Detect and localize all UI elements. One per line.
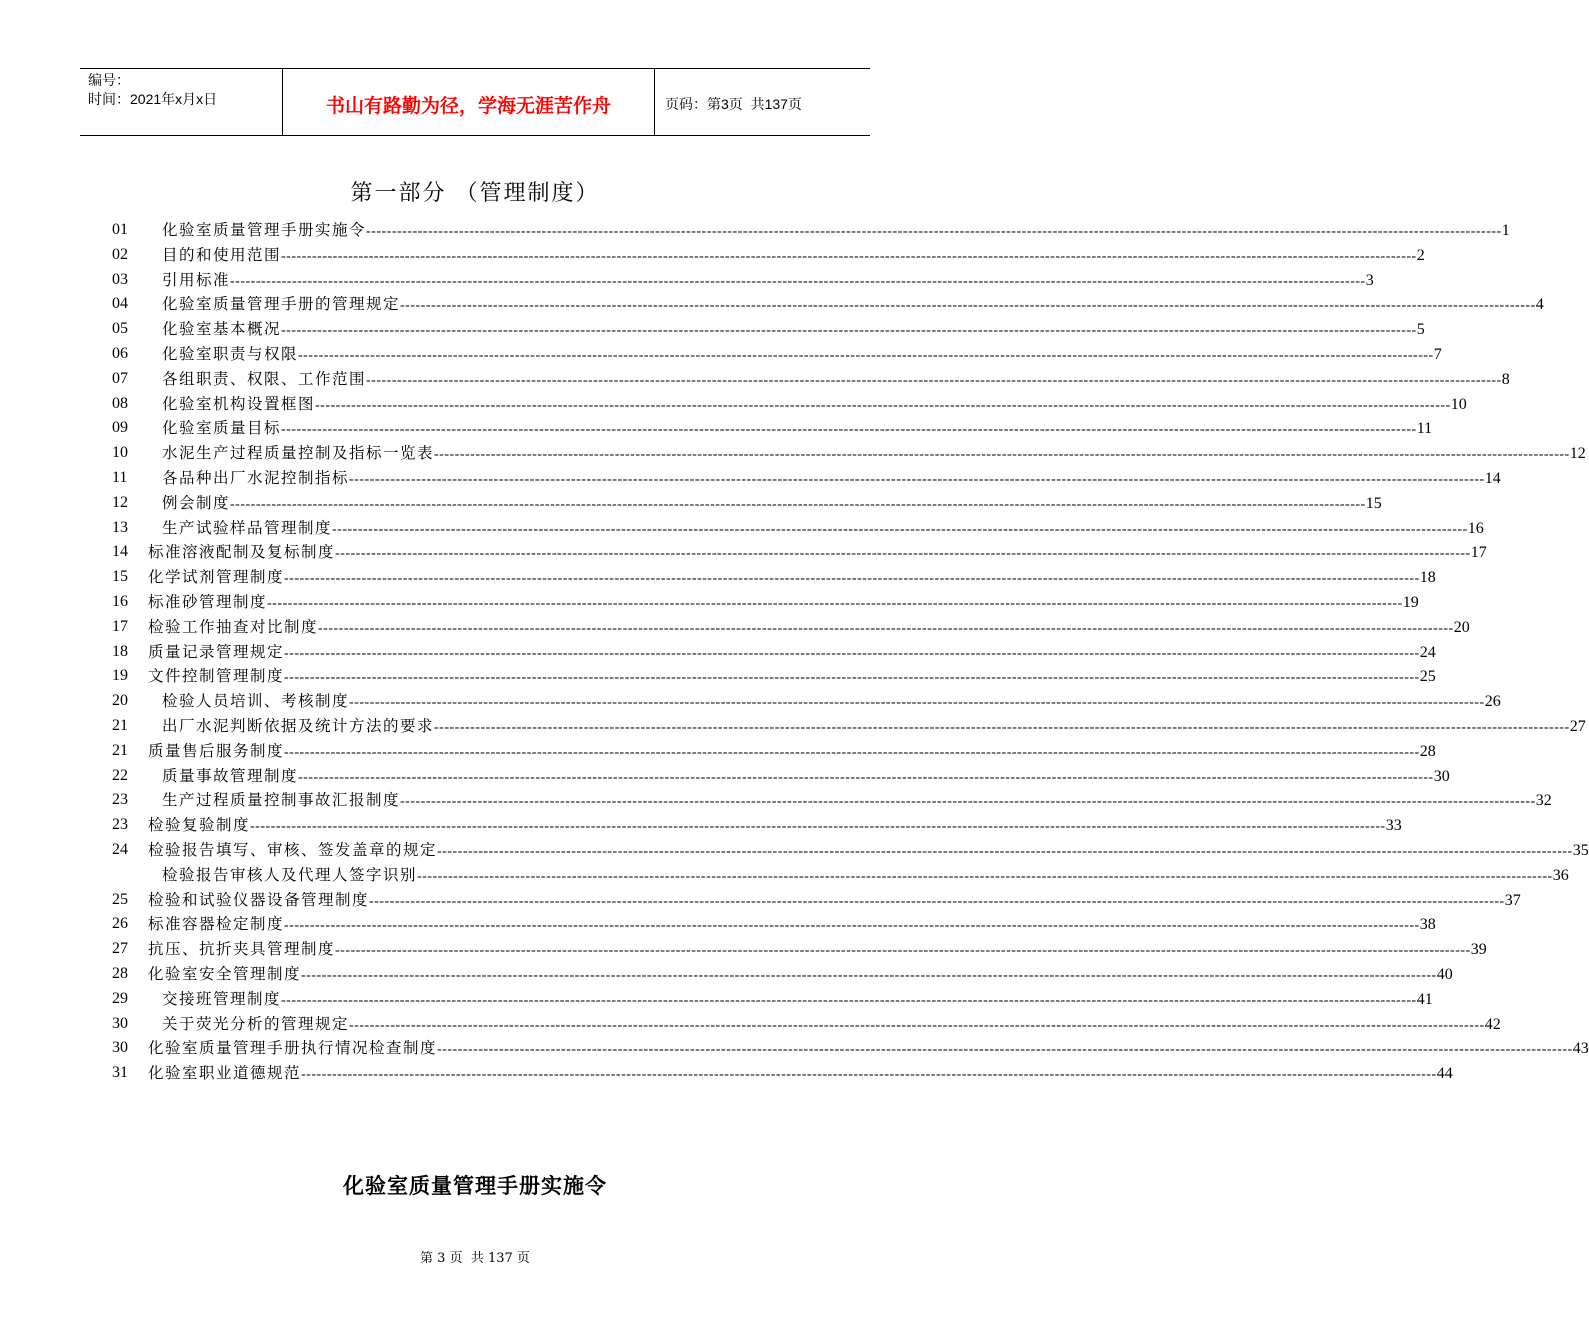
toc-entry-number: 23 — [112, 816, 128, 834]
toc-entry-title: 化验室质量目标 — [162, 419, 282, 438]
toc-leader-dashes: ---------------------------------------------------------------------------------------------------------------------------------------------------------------------------------------------------------------------------- — [437, 843, 1573, 859]
toc-entry-body — [162, 268, 1374, 295]
toc-entry-page: 39 — [1470, 941, 1487, 959]
toc-entry-page: 40 — [1436, 965, 1453, 983]
toc-leader-dashes: ---------------------------------------------------------------------------------------------------------------------------------------------------------------------------------------------------------------------------- — [284, 744, 1420, 760]
toc-leader-dashes: ---------------------------------------------------------------------------------------------------------------------------------------------------------------------------------------------------------------------------- — [284, 571, 1420, 587]
toc-entry-number: 26 — [112, 915, 128, 933]
toc-entry-title: 标准砂管理制度 — [148, 592, 268, 611]
toc-entry-title: 检验和试验仪器设备管理制度 — [148, 890, 370, 909]
header-page-info: 页码：第3页 共137页 — [665, 96, 802, 112]
toc-entry[interactable] — [112, 243, 1425, 268]
toc-entry-title: 引用标准 — [162, 270, 231, 289]
toc-entry-body — [148, 540, 1487, 567]
table-of-contents — [112, 218, 1589, 1086]
toc-entry-body — [148, 590, 1419, 617]
page-footer — [0, 1247, 950, 1266]
toc-entry[interactable] — [112, 813, 1402, 838]
toc-leader-dashes: ---------------------------------------------------------------------------------------------------------------------------------------------------------------------------------------------------------------------------- — [298, 769, 1434, 785]
toc-leader-dashes: ---------------------------------------------------------------------------------------------------------------------------------------------------------------------------------------------------------------------------- — [335, 546, 1471, 562]
footer-page-number: 第 3 页 共 137 页 — [420, 1251, 530, 1266]
toc-entry-page: 18 — [1419, 569, 1436, 587]
toc-entry[interactable] — [112, 516, 1484, 541]
toc-entry-title: 例会制度 — [162, 493, 231, 512]
toc-entry-number: 14 — [112, 543, 128, 561]
toc-entry-title: 化验室质量管理手册执行情况检查制度 — [148, 1039, 438, 1058]
toc-entry-title: 检验报告审核人及代理人签字识别 — [162, 865, 418, 884]
toc-leader-dashes: ---------------------------------------------------------------------------------------------------------------------------------------------------------------------------------------------------------------------------- — [400, 298, 1536, 314]
toc-entry-body — [162, 367, 1510, 394]
toc-entry-body — [148, 1036, 1589, 1063]
toc-leader-dashes: ---------------------------------------------------------------------------------------------------------------------------------------------------------------------------------------------------------------------------- — [434, 447, 1570, 463]
toc-entry-body — [162, 516, 1484, 543]
toc-entry[interactable] — [112, 912, 1436, 937]
header-motto: 书山有路勤为径，学海无涯苦作舟 — [283, 69, 655, 135]
toc-entry-title: 质量事故管理制度 — [162, 766, 299, 785]
toc-entry[interactable] — [112, 342, 1442, 367]
toc-entry-body — [162, 863, 1569, 890]
toc-entry-page: 19 — [1402, 593, 1419, 611]
toc-entry-page: 20 — [1453, 618, 1470, 636]
toc-entry-page: 30 — [1433, 767, 1450, 785]
toc-entry[interactable] — [112, 615, 1470, 640]
toc-entry-number: 31 — [112, 1064, 128, 1082]
toc-leader-dashes: ---------------------------------------------------------------------------------------------------------------------------------------------------------------------------------------------------------------------------- — [284, 670, 1420, 686]
toc-entry[interactable] — [112, 590, 1419, 615]
toc-entry-page: 44 — [1436, 1065, 1453, 1083]
toc-entry-page: 32 — [1535, 792, 1552, 810]
toc-entry[interactable] — [112, 1061, 1453, 1086]
toc-entry-body — [148, 664, 1436, 691]
toc-entry-body — [148, 937, 1487, 964]
toc-entry-page: 41 — [1416, 990, 1433, 1008]
toc-entry-body — [148, 813, 1402, 840]
document-time-label: 时间：2021年x月x日 — [88, 91, 218, 107]
toc-leader-dashes: ---------------------------------------------------------------------------------------------------------------------------------------------------------------------------------------------------------------------------- — [281, 323, 1417, 339]
toc-entry-body — [162, 292, 1544, 319]
toc-entry-page: 12 — [1569, 445, 1586, 463]
toc-entry-number: 30 — [112, 1014, 128, 1032]
toc-entry-page: 24 — [1419, 643, 1436, 661]
toc-entry-page: 2 — [1416, 246, 1425, 264]
toc-entry-title: 标准溶液配制及复标制度 — [148, 543, 336, 562]
toc-entry-body — [162, 416, 1433, 443]
toc-entry-body — [148, 640, 1436, 667]
toc-entry[interactable] — [112, 888, 1521, 913]
toc-leader-dashes: ---------------------------------------------------------------------------------------------------------------------------------------------------------------------------------------------------------------------------- — [437, 1042, 1573, 1058]
toc-entry-body — [148, 838, 1589, 865]
toc-entry-number: 06 — [112, 344, 128, 362]
toc-leader-dashes: ---------------------------------------------------------------------------------------------------------------------------------------------------------------------------------------------------------------------------- — [366, 224, 1502, 239]
toc-leader-dashes: ---------------------------------------------------------------------------------------------------------------------------------------------------------------------------------------------------------------------------- — [400, 794, 1536, 810]
toc-entry[interactable] — [112, 863, 1569, 888]
toc-leader-dashes: ---------------------------------------------------------------------------------------------------------------------------------------------------------------------------------------------------------------------------- — [281, 248, 1417, 264]
toc-leader-dashes: ---------------------------------------------------------------------------------------------------------------------------------------------------------------------------------------------------------------------------- — [230, 496, 1366, 512]
toc-entry-title: 化验室质量管理手册的管理规定 — [162, 295, 401, 314]
toc-entry-body — [162, 491, 1382, 518]
toc-entry-title: 标准容器检定制度 — [148, 915, 285, 934]
toc-entry-title: 检验工作抽查对比制度 — [148, 617, 319, 636]
toc-entry-number: 20 — [112, 692, 128, 710]
toc-entry[interactable] — [112, 1036, 1589, 1061]
toc-entry-title: 化学试剂管理制度 — [148, 568, 285, 587]
toc-entry-number: 08 — [112, 394, 128, 412]
toc-entry-body — [148, 565, 1436, 592]
toc-entry-body — [162, 317, 1425, 344]
toc-entry-number: 03 — [112, 270, 128, 288]
toc-entry-page: 38 — [1419, 916, 1436, 934]
toc-leader-dashes: ---------------------------------------------------------------------------------------------------------------------------------------------------------------------------------------------------------------------------- — [281, 422, 1417, 438]
toc-entry-number: 10 — [112, 444, 128, 462]
toc-entry-number: 13 — [112, 518, 128, 536]
toc-entry-number: 21 — [112, 741, 128, 759]
toc-leader-dashes: ---------------------------------------------------------------------------------------------------------------------------------------------------------------------------------------------------------------------------- — [315, 397, 1451, 413]
section-title: 化验室质量管理手册实施令 — [343, 1174, 607, 1198]
toc-entry-body — [162, 466, 1501, 493]
toc-entry-number: 15 — [112, 568, 128, 586]
toc-entry-title: 化验室安全管理制度 — [148, 964, 302, 983]
toc-entry-number: 07 — [112, 369, 128, 387]
toc-entry-number: 27 — [112, 940, 128, 958]
toc-leader-dashes: ---------------------------------------------------------------------------------------------------------------------------------------------------------------------------------------------------------------------------- — [267, 595, 1403, 611]
toc-entry-title: 抗压、抗折夹具管理制度 — [148, 940, 336, 959]
toc-entry-page: 7 — [1433, 345, 1442, 363]
toc-entry[interactable] — [112, 838, 1589, 863]
toc-entry-body — [162, 342, 1442, 369]
toc-leader-dashes: ---------------------------------------------------------------------------------------------------------------------------------------------------------------------------------------------------------------------------- — [230, 273, 1366, 289]
toc-entry-title: 检验人员培训、考核制度 — [162, 692, 350, 711]
toc-entry-number: 24 — [112, 840, 128, 858]
toc-entry[interactable] — [112, 640, 1436, 665]
toc-leader-dashes: ---------------------------------------------------------------------------------------------------------------------------------------------------------------------------------------------------------------------------- — [366, 372, 1502, 388]
toc-entry[interactable] — [112, 466, 1501, 491]
toc-entry-number: 04 — [112, 295, 128, 313]
toc-entry-number: 17 — [112, 617, 128, 635]
toc-entry-title: 化验室机构设置框图 — [162, 394, 316, 413]
toc-entry-page: 35 — [1572, 841, 1589, 859]
toc-entry-body — [162, 764, 1450, 791]
toc-entry[interactable] — [112, 739, 1436, 764]
toc-entry-body — [162, 243, 1425, 270]
toc-entry-page: 42 — [1484, 1015, 1501, 1033]
toc-entry-title: 出厂水泥判断依据及统计方法的要求 — [162, 716, 435, 735]
toc-leader-dashes: ---------------------------------------------------------------------------------------------------------------------------------------------------------------------------------------------------------------------------- — [349, 695, 1485, 711]
toc-entry-body — [148, 912, 1436, 939]
toc-entry-page: 8 — [1501, 370, 1510, 388]
toc-entry-title: 化验室基本概况 — [162, 320, 282, 339]
toc-leader-dashes: ---------------------------------------------------------------------------------------------------------------------------------------------------------------------------------------------------------------------------- — [298, 347, 1434, 363]
toc-entry-number: 18 — [112, 642, 128, 660]
toc-entry-title: 生产试验样品管理制度 — [162, 518, 333, 537]
toc-entry-title: 生产过程质量控制事故汇报制度 — [162, 791, 401, 810]
toc-entry-page: 36 — [1552, 866, 1569, 884]
toc-entry[interactable] — [112, 987, 1433, 1012]
toc-entry-title: 各组职责、权限、工作范围 — [162, 369, 367, 388]
toc-leader-dashes: ---------------------------------------------------------------------------------------------------------------------------------------------------------------------------------------------------------------------------- — [318, 620, 1454, 636]
toc-entry-number: 28 — [112, 964, 128, 982]
toc-entry-page: 27 — [1569, 717, 1586, 735]
toc-entry[interactable] — [112, 392, 1467, 417]
toc-entry-body — [162, 987, 1433, 1014]
toc-entry-page: 26 — [1484, 693, 1501, 711]
toc-entry-page: 33 — [1385, 817, 1402, 835]
part-title: 第一部分 （管理制度） — [350, 181, 600, 206]
toc-leader-dashes: ---------------------------------------------------------------------------------------------------------------------------------------------------------------------------------------------------------------------------- — [301, 967, 1437, 983]
toc-entry-title: 交接班管理制度 — [162, 989, 282, 1008]
toc-entry-number: 09 — [112, 419, 128, 437]
toc-leader-dashes: ---------------------------------------------------------------------------------------------------------------------------------------------------------------------------------------------------------------------------- — [284, 645, 1420, 661]
toc-entry-title: 检验报告填写、审核、签发盖章的规定 — [148, 840, 438, 859]
toc-entry[interactable] — [112, 937, 1487, 962]
toc-entry-title: 化验室质量管理手册实施令 — [162, 221, 367, 239]
toc-entry-body — [148, 962, 1453, 989]
toc-leader-dashes: ---------------------------------------------------------------------------------------------------------------------------------------------------------------------------------------------------------------------------- — [284, 918, 1420, 934]
toc-entry-number: 12 — [112, 493, 128, 511]
toc-entry[interactable] — [112, 268, 1374, 293]
toc-entry-body — [162, 441, 1586, 468]
toc-entry[interactable] — [112, 491, 1382, 516]
toc-entry-title: 质量记录管理规定 — [148, 642, 285, 661]
toc-entry-number: 25 — [112, 890, 128, 908]
toc-entry-body — [148, 888, 1521, 915]
toc-entry-body — [162, 392, 1467, 419]
toc-entry[interactable] — [112, 788, 1552, 813]
toc-entry-title: 化验室职业道德规范 — [148, 1064, 302, 1083]
toc-leader-dashes: ---------------------------------------------------------------------------------------------------------------------------------------------------------------------------------------------------------------------------- — [417, 868, 1553, 884]
toc-entry-title: 水泥生产过程质量控制及指标一览表 — [162, 444, 435, 463]
toc-entry[interactable] — [112, 764, 1450, 789]
toc-entry-number: 29 — [112, 989, 128, 1007]
toc-entry-page: 10 — [1450, 395, 1467, 413]
toc-entry[interactable] — [112, 714, 1586, 739]
toc-entry[interactable] — [112, 416, 1433, 441]
toc-entry-body — [148, 739, 1436, 766]
toc-entry-page: 3 — [1365, 271, 1374, 289]
toc-entry-body — [162, 218, 1510, 245]
toc-entry-body — [162, 714, 1586, 741]
header-table — [80, 68, 870, 136]
toc-entry[interactable] — [112, 689, 1501, 714]
toc-entry-title: 检验复验制度 — [148, 816, 251, 835]
toc-entry-number: 05 — [112, 320, 128, 338]
toc-leader-dashes: ---------------------------------------------------------------------------------------------------------------------------------------------------------------------------------------------------------------------------- — [281, 992, 1417, 1008]
toc-entry-number: 02 — [112, 245, 128, 263]
toc-entry-number: 01 — [112, 221, 128, 238]
toc-entry-page: 15 — [1365, 494, 1382, 512]
toc-entry-page: 25 — [1419, 668, 1436, 686]
document-number-label: 编号： — [88, 72, 130, 88]
toc-entry[interactable] — [112, 565, 1436, 590]
toc-entry-body — [162, 788, 1552, 815]
toc-leader-dashes: ---------------------------------------------------------------------------------------------------------------------------------------------------------------------------------------------------------------------------- — [369, 893, 1505, 909]
toc-entry-number: 21 — [112, 716, 128, 734]
toc-entry[interactable] — [112, 962, 1453, 987]
toc-leader-dashes: ---------------------------------------------------------------------------------------------------------------------------------------------------------------------------------------------------------------------------- — [250, 819, 1386, 835]
toc-leader-dashes: ---------------------------------------------------------------------------------------------------------------------------------------------------------------------------------------------------------------------------- — [349, 471, 1485, 487]
toc-leader-dashes: ---------------------------------------------------------------------------------------------------------------------------------------------------------------------------------------------------------------------------- — [301, 1067, 1437, 1083]
toc-entry-number: 19 — [112, 667, 128, 685]
toc-entry-title: 关于荧光分析的管理规定 — [162, 1014, 350, 1033]
toc-entry-title: 各品种出厂水泥控制指标 — [162, 468, 350, 487]
toc-entry[interactable] — [112, 218, 1510, 243]
toc-entry-page: 17 — [1470, 544, 1487, 562]
toc-entry-page: 1 — [1501, 222, 1510, 239]
toc-entry-body — [148, 615, 1470, 642]
toc-leader-dashes: ---------------------------------------------------------------------------------------------------------------------------------------------------------------------------------------------------------------------------- — [332, 521, 1468, 537]
toc-leader-dashes: ---------------------------------------------------------------------------------------------------------------------------------------------------------------------------------------------------------------------------- — [434, 719, 1570, 735]
toc-entry[interactable] — [112, 664, 1436, 689]
toc-entry-page: 37 — [1504, 891, 1521, 909]
toc-entry-page: 11 — [1416, 420, 1433, 438]
toc-entry-page: 28 — [1419, 742, 1436, 760]
toc-entry-number: 11 — [112, 468, 128, 486]
toc-entry[interactable] — [112, 317, 1425, 342]
toc-entry[interactable] — [112, 441, 1586, 466]
toc-entry-title: 目的和使用范围 — [162, 245, 282, 264]
toc-entry-body — [162, 1012, 1501, 1039]
header-page-info-cell — [655, 69, 870, 135]
toc-leader-dashes: ---------------------------------------------------------------------------------------------------------------------------------------------------------------------------------------------------------------------------- — [335, 943, 1471, 959]
toc-leader-dashes: ---------------------------------------------------------------------------------------------------------------------------------------------------------------------------------------------------------------------------- — [349, 1017, 1485, 1033]
toc-entry-page: 4 — [1535, 296, 1544, 314]
toc-entry-number: 22 — [112, 766, 128, 784]
toc-entry[interactable] — [112, 367, 1510, 392]
toc-entry[interactable] — [112, 540, 1487, 565]
toc-entry-page: 16 — [1467, 519, 1484, 537]
toc-entry-page: 14 — [1484, 469, 1501, 487]
toc-entry-title: 质量售后服务制度 — [148, 741, 285, 760]
toc-entry-title: 文件控制管理制度 — [148, 667, 285, 686]
toc-entry-page: 43 — [1572, 1040, 1589, 1058]
toc-entry-number: 16 — [112, 592, 128, 610]
toc-entry-number: 30 — [112, 1039, 128, 1057]
toc-entry-title: 化验室职责与权限 — [162, 344, 299, 363]
toc-entry-body — [162, 689, 1501, 716]
toc-entry-number: 23 — [112, 791, 128, 809]
toc-entry[interactable] — [112, 292, 1544, 317]
header-left-cell — [80, 69, 283, 135]
toc-entry-page: 5 — [1416, 321, 1425, 339]
toc-entry[interactable] — [112, 1012, 1501, 1037]
toc-entry-body — [148, 1061, 1453, 1088]
